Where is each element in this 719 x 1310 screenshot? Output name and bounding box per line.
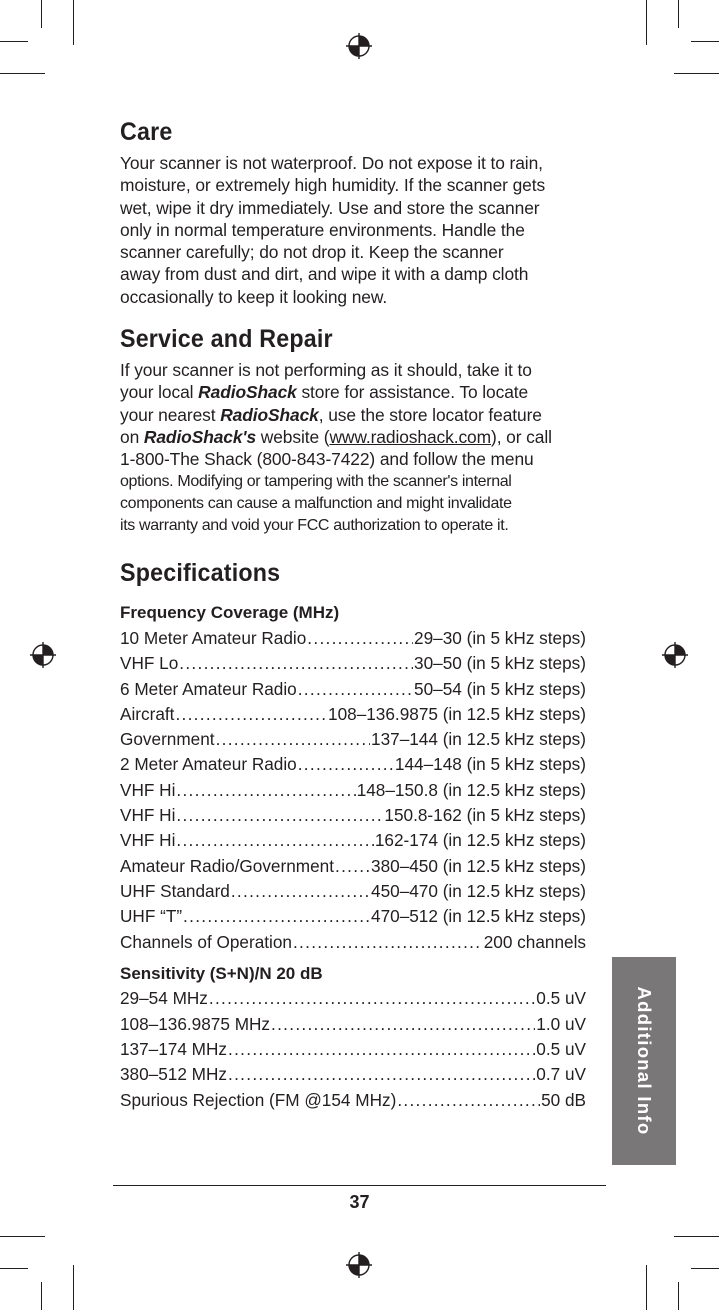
sensitivity-row-label: Spurious Rejection (FM @154 MHz) (120, 1089, 397, 1110)
crop-mark (73, 0, 74, 45)
sensitivity-row-value: 1.0 uV (536, 1013, 586, 1034)
dot-leader (176, 803, 383, 828)
frequency-row-label: VHF Hi (120, 830, 176, 851)
dot-leader (209, 986, 535, 1011)
sensitivity-row-label: 29–54 MHz (120, 988, 208, 1009)
sensitivity-list (120, 986, 586, 1112)
sensitivity-row (120, 1037, 586, 1062)
sensitivity-row-label: 380–512 MHz (120, 1064, 228, 1085)
sensitivity-row (120, 1012, 586, 1037)
dot-leader (307, 626, 413, 651)
dot-leader (298, 752, 394, 777)
care-line: wet, wipe it dry immediately. Use and store the scanner (120, 197, 540, 218)
section-tab (612, 957, 676, 1165)
frequency-row (120, 727, 586, 752)
service-text: on (120, 426, 144, 447)
brand-name: RadioShack's (143, 426, 257, 447)
crop-mark (0, 1236, 45, 1237)
dot-leader (183, 904, 370, 929)
frequency-row (120, 930, 586, 955)
frequency-row (120, 778, 586, 803)
frequency-row-value: 470–512 (in 12.5 kHz steps) (371, 906, 586, 927)
crop-mark (674, 73, 719, 74)
frequency-row (120, 677, 586, 702)
dot-leader (179, 651, 413, 676)
specifications-heading: Specifications (120, 559, 281, 588)
sensitivity-title: Sensitivity (S+N)/N 20 dB (120, 963, 323, 983)
frequency-row (120, 904, 586, 929)
service-heading: Service and Repair (120, 325, 333, 354)
dot-leader (176, 828, 373, 853)
dot-leader (271, 1012, 535, 1037)
dot-leader (216, 727, 370, 752)
service-text: , use the store locator feature (318, 404, 542, 425)
footer-rule (113, 1185, 606, 1186)
dot-leader (293, 930, 483, 955)
frequency-row-label: VHF Hi (120, 805, 176, 826)
frequency-row-value: 29–30 (in 5 kHz steps) (414, 627, 586, 648)
frequency-row-label: Channels of Operation (120, 931, 292, 952)
crop-mark (0, 41, 28, 42)
sensitivity-row-value: 0.7 uV (536, 1064, 586, 1085)
frequency-row-label: VHF Lo (120, 653, 179, 674)
crop-mark (41, 1282, 42, 1310)
frequency-row-value: 137–144 (in 12.5 kHz steps) (371, 729, 586, 750)
sensitivity-row (120, 1062, 586, 1087)
service-line: options. Modifying or tampering with the scanner's internal (120, 472, 512, 490)
care-line: scanner carefully; do not drop it. Keep the scanner (120, 242, 504, 263)
sensitivity-row (120, 986, 586, 1011)
frequency-list (120, 626, 586, 955)
crop-mark (691, 41, 719, 42)
frequency-row-label: VHF Hi (120, 779, 176, 800)
frequency-row (120, 803, 586, 828)
frequency-row-label: 2 Meter Amateur Radio (120, 754, 297, 775)
frequency-row-value: 150.8-162 (in 5 kHz steps) (384, 805, 586, 826)
service-line: 1-800-The Shack (800-843-7422) and follow the menu (120, 449, 534, 470)
service-line: its warranty and void your FCC authorization to operate it. (120, 517, 509, 535)
brand-name: RadioShack (198, 382, 297, 403)
crop-mark (0, 73, 45, 74)
care-heading: Care (120, 118, 173, 146)
service-paragraph-small (120, 471, 586, 538)
brand-name: RadioShack (220, 404, 319, 425)
frequency-row-label: Aircraft (120, 703, 175, 724)
dot-leader (231, 879, 370, 904)
service-line: components can cause a malfunction and might invalidate (120, 494, 512, 512)
crop-mark (41, 0, 42, 28)
registration-mark-icon (30, 642, 56, 668)
frequency-row-label: Government (120, 729, 215, 750)
sensitivity-row-value: 50 dB (541, 1089, 586, 1110)
dot-leader (397, 1088, 540, 1113)
service-text: ), or call (491, 426, 552, 447)
service-line: If your scanner is not performing as it should, take it to (120, 360, 532, 381)
frequency-row-label: UHF Standard (120, 880, 230, 901)
frequency-row-value: 144–148 (in 5 kHz steps) (394, 754, 586, 775)
sensitivity-row (120, 1088, 586, 1113)
frequency-row-label: Amateur Radio/Government (120, 855, 334, 876)
dot-leader (335, 854, 370, 879)
frequency-row-value: 200 channels (483, 931, 586, 952)
registration-mark-icon (346, 1252, 372, 1278)
frequency-row (120, 626, 586, 651)
registration-mark-icon (662, 642, 688, 668)
sensitivity-row-label: 108–136.9875 MHz (120, 1013, 271, 1034)
care-line: away from dust and dirt, and wipe it with a damp cloth (120, 264, 529, 285)
care-paragraph (120, 152, 586, 308)
crop-mark (678, 0, 679, 28)
website-link[interactable]: www.radioshack.com (329, 426, 492, 447)
dot-leader (175, 702, 327, 727)
frequency-row (120, 702, 586, 727)
frequency-row (120, 879, 586, 904)
frequency-row-value: 162-174 (in 12.5 kHz steps) (374, 830, 586, 851)
frequency-row (120, 828, 586, 853)
care-line: Your scanner is not waterproof. Do not expose it to rain, (120, 153, 543, 173)
sensitivity-row-label: 137–174 MHz (120, 1038, 228, 1059)
frequency-row-value: 50–54 (in 5 kHz steps) (414, 678, 586, 699)
care-line: occasionally to keep it looking new. (120, 286, 388, 307)
frequency-row-value: 380–450 (in 12.5 kHz steps) (371, 855, 586, 876)
frequency-row-label: 10 Meter Amateur Radio (120, 627, 307, 648)
dot-leader (176, 778, 355, 803)
dot-leader (228, 1037, 535, 1062)
crop-mark (646, 1265, 647, 1310)
frequency-row (120, 651, 586, 676)
sensitivity-row-value: 0.5 uV (536, 988, 586, 1009)
service-text: website ( (256, 426, 330, 447)
crop-mark (678, 1282, 679, 1310)
section-tab-label: Additional Info (634, 986, 655, 1136)
frequency-row-label: 6 Meter Amateur Radio (120, 678, 297, 699)
page-number: 37 (349, 1192, 370, 1212)
service-paragraph (120, 359, 586, 470)
frequency-row-value: 30–50 (in 5 kHz steps) (414, 653, 586, 674)
service-text: store for assistance. To locate (296, 382, 529, 403)
sensitivity-row-value: 0.5 uV (536, 1038, 586, 1059)
service-text: your local (120, 382, 199, 403)
crop-mark (0, 1268, 28, 1269)
crop-mark (73, 1265, 74, 1310)
page-content (120, 112, 586, 1113)
frequency-row (120, 752, 586, 777)
service-text: your nearest (120, 404, 221, 425)
frequency-row-value: 148–150.8 (in 12.5 kHz steps) (356, 779, 586, 800)
care-line: moisture, or extremely high humidity. If the scanner gets (120, 175, 546, 196)
dot-leader (228, 1062, 535, 1087)
frequency-coverage-title: Frequency Coverage (MHz) (120, 603, 340, 623)
frequency-row-label: UHF “T” (120, 906, 183, 927)
frequency-row (120, 854, 586, 879)
crop-mark (691, 1268, 719, 1269)
care-line: only in normal temperature environments. Handle the (120, 219, 525, 240)
crop-mark (674, 1236, 719, 1237)
registration-mark-icon (346, 33, 372, 59)
crop-mark (646, 0, 647, 45)
frequency-row-value: 108–136.9875 (in 12.5 kHz steps) (328, 703, 586, 724)
frequency-row-value: 450–470 (in 12.5 kHz steps) (371, 880, 586, 901)
dot-leader (298, 677, 413, 702)
